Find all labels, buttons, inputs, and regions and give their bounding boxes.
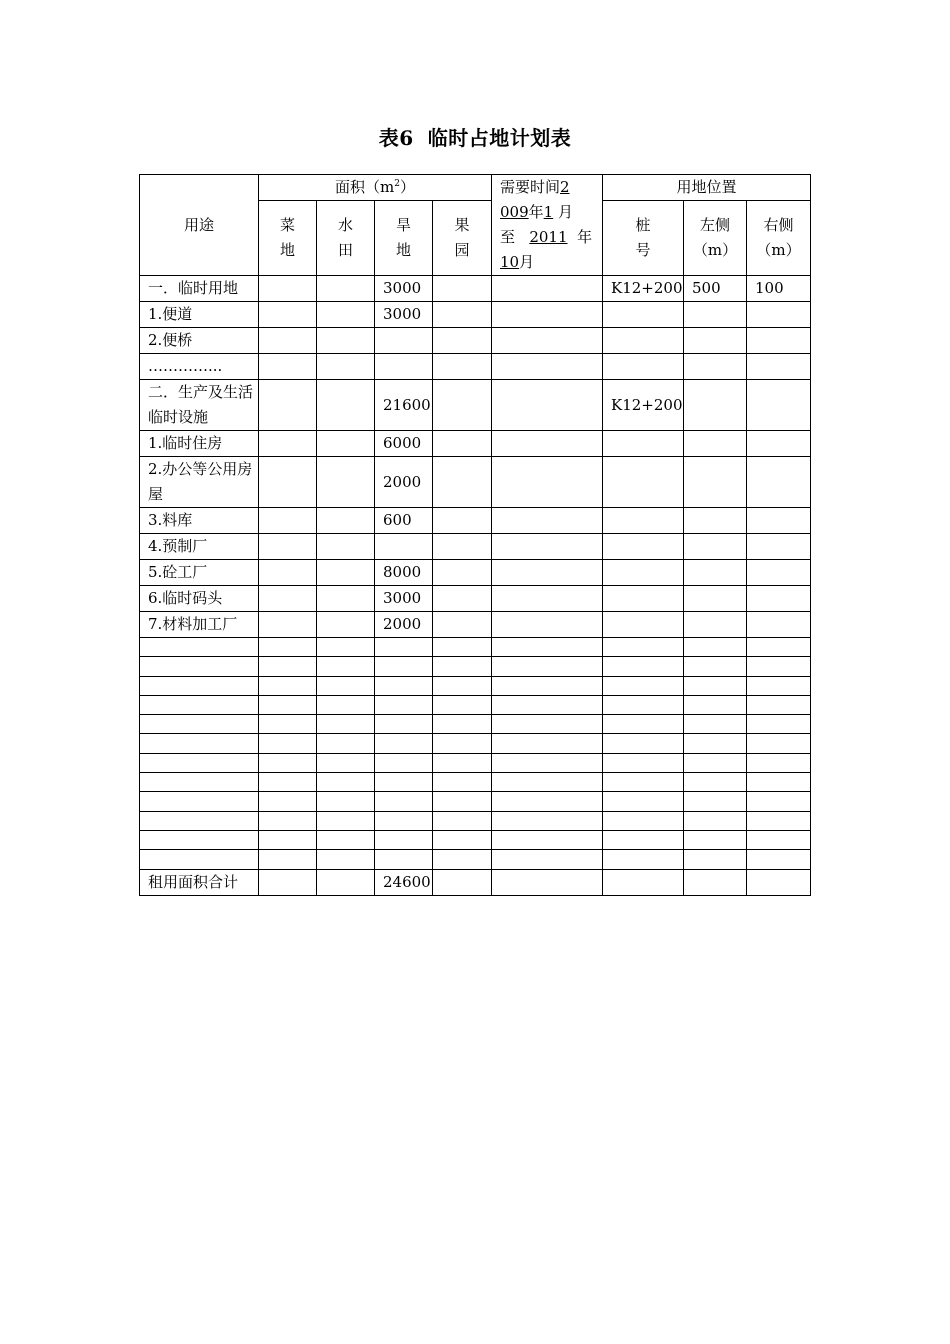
cell-paddy [317,734,375,753]
cell-time [492,328,603,354]
paddy-header: 水 田 [317,201,375,276]
cell-stake [603,534,684,560]
cell-orchard [433,586,492,612]
cell-right [747,734,811,753]
cell-dry: 6000 [375,431,433,457]
cell-dry [375,534,433,560]
table-row-empty [140,695,811,714]
cell-right [747,850,811,869]
cell-usage [140,638,259,657]
cell-stake [603,328,684,354]
cell-paddy [317,850,375,869]
cell-time [492,811,603,830]
cell-stake [603,508,684,534]
cell-time [492,354,603,380]
cell-orchard [433,431,492,457]
cell-dry: 21600 [375,380,433,431]
table-row-empty [140,657,811,676]
land-plan-table [139,174,811,896]
table-row [140,276,811,302]
cell-paddy [317,612,375,638]
cell-left [684,773,747,792]
cell-orchard [433,354,492,380]
cell-paddy [317,276,375,302]
cell-veg [259,715,317,734]
cell-time [492,457,603,508]
cell-right [747,792,811,811]
cell-right [747,657,811,676]
cell-stake [603,715,684,734]
cell-time [492,302,603,328]
cell-orchard [433,657,492,676]
cell-orchard [433,534,492,560]
cell-paddy [317,302,375,328]
table-row-empty [140,753,811,772]
table-row [140,612,811,638]
cell-stake [603,638,684,657]
left-header: 左侧 （m） [684,201,747,276]
cell-right [747,753,811,772]
cell-orchard [433,638,492,657]
cell-usage [140,773,259,792]
cell-veg [259,354,317,380]
table-row [140,508,811,534]
cell-orchard [433,715,492,734]
table-row [140,328,811,354]
cell-dry [375,638,433,657]
cell-right [747,560,811,586]
cell-right [747,869,811,895]
cell-stake [603,586,684,612]
cell-orchard [433,734,492,753]
cell-orchard [433,276,492,302]
cell-time [492,773,603,792]
table-row-empty [140,734,811,753]
cell-orchard [433,792,492,811]
cell-veg [259,850,317,869]
cell-right [747,302,811,328]
cell-left [684,586,747,612]
cell-orchard [433,380,492,431]
cell-dry: 3000 [375,586,433,612]
cell-dry [375,715,433,734]
cell-usage: 7.材料加工厂 [140,612,259,638]
cell-stake [603,457,684,508]
cell-orchard [433,753,492,772]
table-row [140,586,811,612]
cell-time [492,612,603,638]
cell-left [684,380,747,431]
cell-time [492,850,603,869]
cell-usage: 租用面积合计 [140,869,259,895]
cell-left [684,328,747,354]
cell-right [747,773,811,792]
table-row [140,302,811,328]
cell-paddy [317,773,375,792]
cell-orchard [433,850,492,869]
cell-usage [140,850,259,869]
cell-stake [603,354,684,380]
cell-left [684,734,747,753]
cell-dry [375,695,433,714]
cell-dry: 2000 [375,612,433,638]
table-row [140,560,811,586]
usage-header: 用途 [140,175,259,276]
cell-veg [259,380,317,431]
table-row [140,354,811,380]
cell-stake: K12+200 [603,276,684,302]
cell-usage [140,734,259,753]
cell-usage: 6.临时码头 [140,586,259,612]
cell-time [492,715,603,734]
cell-paddy [317,586,375,612]
cell-time [492,676,603,695]
cell-dry [375,354,433,380]
cell-veg [259,657,317,676]
page-title [0,122,950,151]
cell-veg [259,276,317,302]
cell-paddy [317,715,375,734]
cell-usage: 5.砼工厂 [140,560,259,586]
cell-usage [140,753,259,772]
cell-dry [375,830,433,849]
cell-usage [140,657,259,676]
cell-left [684,830,747,849]
cell-left [684,457,747,508]
veg-header: 菜 地 [259,201,317,276]
cell-paddy [317,869,375,895]
table-row-empty [140,792,811,811]
cell-time [492,638,603,657]
cell-left [684,431,747,457]
cell-left [684,657,747,676]
cell-stake [603,869,684,895]
orchard-header: 果 园 [433,201,492,276]
cell-right [747,715,811,734]
cell-usage: 二．生产及生活临时设施 [140,380,259,431]
cell-time [492,534,603,560]
cell-time [492,792,603,811]
cell-veg [259,734,317,753]
stake-header: 桩 号 [603,201,684,276]
cell-right [747,328,811,354]
cell-time [492,508,603,534]
cell-usage: …………... [140,354,259,380]
cell-paddy [317,753,375,772]
cell-usage: 3.料库 [140,508,259,534]
cell-dry [375,657,433,676]
cell-dry [375,328,433,354]
table-row-empty [140,676,811,695]
cell-right [747,811,811,830]
cell-dry [375,676,433,695]
cell-veg [259,830,317,849]
cell-paddy [317,676,375,695]
table-row-empty [140,811,811,830]
cell-usage [140,811,259,830]
cell-left [684,638,747,657]
cell-veg [259,792,317,811]
cell-orchard [433,830,492,849]
cell-right [747,638,811,657]
cell-left [684,302,747,328]
cell-time [492,753,603,772]
cell-veg [259,811,317,830]
cell-left [684,850,747,869]
title-name: 临时占地计划表 [427,126,572,150]
cell-orchard [433,560,492,586]
cell-stake [603,612,684,638]
cell-left [684,753,747,772]
cell-orchard [433,695,492,714]
cell-usage [140,830,259,849]
table-row [140,534,811,560]
cell-stake [603,773,684,792]
cell-veg [259,560,317,586]
cell-veg [259,638,317,657]
cell-dry: 24600 [375,869,433,895]
cell-usage: 2.办公等公用房屋 [140,457,259,508]
area-header: 面积$(m^2)$ [259,175,492,201]
cell-veg [259,869,317,895]
cell-veg [259,695,317,714]
cell-stake [603,811,684,830]
cell-stake [603,657,684,676]
cell-paddy [317,792,375,811]
total-row [140,869,811,895]
table-row-empty [140,830,811,849]
cell-usage [140,695,259,714]
table-row-empty [140,773,811,792]
cell-stake [603,792,684,811]
cell-time [492,276,603,302]
cell-paddy [317,830,375,849]
cell-stake [603,560,684,586]
cell-dry [375,773,433,792]
cell-veg [259,431,317,457]
cell-veg [259,328,317,354]
cell-time [492,869,603,895]
title-number: 6 [399,126,414,150]
cell-veg [259,508,317,534]
cell-left: 500 [684,276,747,302]
header-row-1 [140,175,811,201]
cell-orchard [433,508,492,534]
cell-stake [603,431,684,457]
cell-dry [375,811,433,830]
cell-stake [603,830,684,849]
cell-right [747,830,811,849]
cell-stake [603,695,684,714]
cell-right [747,676,811,695]
cell-paddy [317,811,375,830]
table-row [140,457,811,508]
cell-time [492,431,603,457]
cell-dry [375,792,433,811]
table-row-empty [140,715,811,734]
cell-stake [603,676,684,695]
cell-dry [375,734,433,753]
cell-paddy [317,354,375,380]
cell-dry: 2000 [375,457,433,508]
cell-paddy [317,638,375,657]
cell-left [684,869,747,895]
cell-veg [259,753,317,772]
cell-orchard [433,328,492,354]
cell-right [747,695,811,714]
cell-right [747,612,811,638]
cell-left [684,811,747,830]
cell-right [747,431,811,457]
cell-veg [259,534,317,560]
cell-right [747,354,811,380]
cell-usage [140,715,259,734]
cell-usage: 1.临时住房 [140,431,259,457]
cell-right [747,534,811,560]
cell-usage [140,792,259,811]
cell-usage: 2.便桥 [140,328,259,354]
cell-right [747,457,811,508]
cell-dry: 8000 [375,560,433,586]
cell-veg [259,586,317,612]
cell-orchard [433,457,492,508]
title-prefix: 表 [378,126,400,150]
cell-paddy [317,695,375,714]
cell-dry: 3000 [375,302,433,328]
time-header: 需要时间2 009年1 月 至 2011 年 10月 [492,175,603,276]
cell-orchard [433,811,492,830]
cell-left [684,792,747,811]
table-row-empty [140,638,811,657]
cell-dry: 600 [375,508,433,534]
cell-paddy [317,457,375,508]
cell-left [684,560,747,586]
cell-usage: 一．临时用地 [140,276,259,302]
cell-veg [259,457,317,508]
cell-paddy [317,534,375,560]
cell-time [492,657,603,676]
table-row [140,431,811,457]
cell-paddy [317,560,375,586]
cell-right: 100 [747,276,811,302]
cell-left [684,715,747,734]
table-row-empty [140,850,811,869]
cell-paddy [317,657,375,676]
table-row [140,380,811,431]
cell-time [492,586,603,612]
cell-left [684,354,747,380]
cell-paddy [317,328,375,354]
cell-stake [603,734,684,753]
cell-stake [603,302,684,328]
cell-veg [259,676,317,695]
dry-header: 旱 地 [375,201,433,276]
cell-right [747,380,811,431]
cell-paddy [317,508,375,534]
cell-veg [259,612,317,638]
cell-stake [603,850,684,869]
cell-paddy [317,431,375,457]
cell-time [492,734,603,753]
cell-stake [603,753,684,772]
cell-orchard [433,302,492,328]
cell-orchard [433,773,492,792]
cell-usage [140,676,259,695]
location-header: 用地位置 [603,175,811,201]
cell-time [492,830,603,849]
cell-orchard [433,676,492,695]
cell-veg [259,302,317,328]
cell-orchard [433,612,492,638]
cell-orchard [433,869,492,895]
cell-time [492,560,603,586]
cell-left [684,695,747,714]
cell-left [684,612,747,638]
right-header: 右侧 （m） [747,201,811,276]
cell-time [492,380,603,431]
cell-dry [375,850,433,869]
cell-dry [375,753,433,772]
cell-stake: K12+200 [603,380,684,431]
cell-right [747,586,811,612]
cell-left [684,508,747,534]
cell-left [684,534,747,560]
cell-time [492,695,603,714]
cell-paddy [317,380,375,431]
cell-left [684,676,747,695]
cell-veg [259,773,317,792]
cell-usage: 4.预制厂 [140,534,259,560]
cell-usage: 1.便道 [140,302,259,328]
cell-dry: 3000 [375,276,433,302]
cell-right [747,508,811,534]
